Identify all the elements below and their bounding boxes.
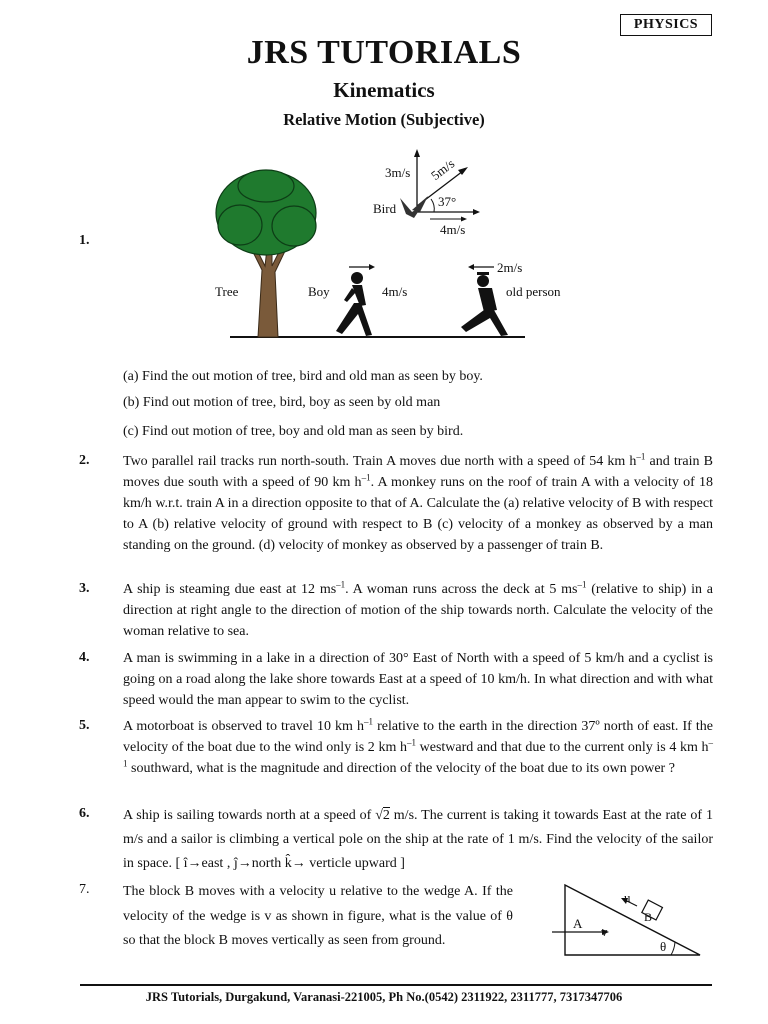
boy-label: Boy	[308, 284, 330, 299]
topic-title: Relative Motion (Subjective)	[283, 110, 485, 129]
theta-label: θ	[660, 939, 667, 954]
question-2-number: 2.	[79, 453, 90, 468]
question-1-part-b: (b) Find out motion of tree, bird, boy as seen by old man	[123, 395, 441, 410]
wedge-a-label: A	[573, 916, 583, 931]
u-label: u	[624, 890, 631, 905]
question-3-text: A ship is steaming due east at 12 $ms^{-1}$. A woman runs across the deck at 5 $ms^{-1}$ (relative to ship) in a direction at right angle to the direction of motion of the ship towards north. Calculate the velocity of the woman relative to sea.	[123, 579, 713, 639]
angle-label: 37°	[438, 194, 457, 209]
institute-title: JRS TUTORIALS	[246, 34, 522, 71]
footer-divider	[80, 984, 712, 986]
tree-label: Tree	[215, 284, 239, 299]
sqrt-value: 2	[382, 808, 390, 823]
question-1-part-c: (c) Find out motion of tree, boy and old man as seen by bird.	[123, 424, 464, 439]
v-label: v	[601, 924, 608, 939]
question-4-number: 4.	[79, 650, 90, 665]
question-1-part-a: (a) Find the out motion of tree, bird and old man as seen by boy.	[123, 369, 483, 384]
bird-right-speed-label: 4m/s	[440, 222, 466, 237]
question-6-text: A ship is sailing towards north at a speed of √2 m/s. The current is taking it towards East at the rate of 1 m/s and a sailor is climbing a vertical pole on the ship at the rate of 1 m/s. Find the velocity of the sailor in space. [ î→east , ĵ→north k̂→ verticle upward ]	[123, 808, 713, 871]
block-b-label: B	[644, 910, 653, 924]
chapter-title: Kinematics	[333, 78, 435, 102]
subject-label: PHYSICS	[620, 14, 712, 36]
question-1-number: 1.	[79, 233, 90, 248]
question-6-number: 6.	[79, 806, 90, 821]
question-2-text: Two parallel rail tracks run north-south. Train A moves due north with a speed of 54 km $h^{-1}$ and train B moves due south with a speed of 90 km $h^{-1}$. A monkey runs on the roof of train A with a velocity of 18 km/h w.r.t. train A in a direction opposite to that of A. Calculate the (a) relative velocity of B with respect to A (b) relative velocity of ground with respect to B (c) velocity of a monkey as observed by a man standing on the ground. (d) velocity of monkey as observed by a passenger of train B.	[123, 451, 714, 553]
old-person-speed-label: 2m/s	[497, 260, 523, 275]
bird-diagonal-speed-label: 5m/s	[428, 155, 458, 183]
bird-up-speed-label: 3m/s	[385, 165, 411, 180]
question-5-number: 5.	[79, 718, 90, 733]
bird-label: Bird	[373, 201, 397, 216]
question-5-text: A motorboat is observed to travel 10 km $h^{-1}$ relative to the earth in the direction 37º north of east. If the velocity of the boat due to the wind only is 2 km $h^{-1}$ westward and that due to the current only is 4 km $h^{-1}$ southward, what is the magnitude and direction of the velocity of the boat due to its own power ?	[123, 716, 713, 776]
footer-text: JRS Tutorials, Durgakund, Varanasi-221005, Ph No.(0542) 2311922, 2311777, 7317347706	[145, 990, 623, 1004]
old-person-label: old person	[506, 284, 561, 299]
question-7-number: 7.	[79, 882, 90, 897]
question-3-number: 3.	[79, 581, 90, 596]
question-7-text: The block B moves with a velocity u relative to the wedge A. If the velocity of the wedge is v as shown in figure, what is the value of θ so that the block B moves vertically as seen from ground.	[123, 884, 513, 948]
boy-speed-label: 4m/s	[382, 284, 408, 299]
question-4-text: A man is swimming in a lake in a direction of 30° East of North with a speed of 5 km/h and a cyclist is going on a road along the lake shore towards East at a speed of 10 km/h. In what direction and with what speed would the man appear to swim to the cyclist.	[123, 651, 713, 708]
